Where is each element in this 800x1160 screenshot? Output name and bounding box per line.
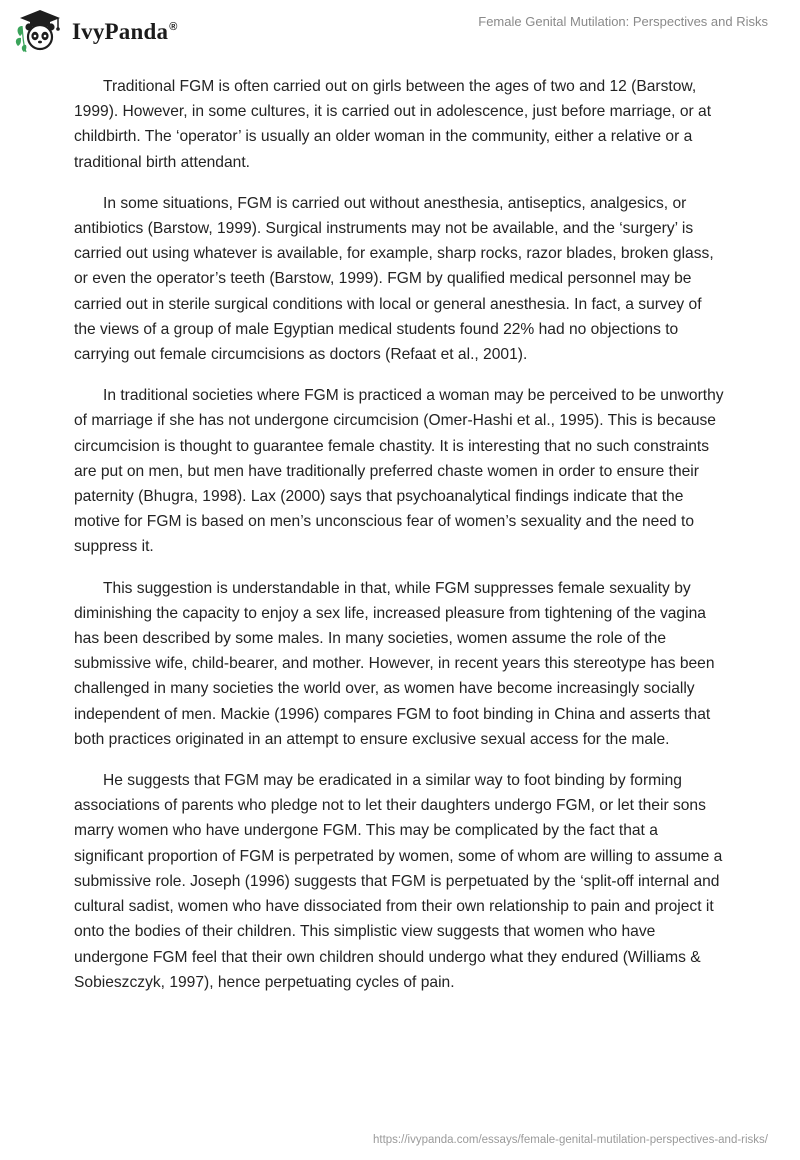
essay-paragraph: He suggests that FGM may be eradicated in a similar way to foot binding by forming associations of parents who pledge not to let their daughters undergo FGM, or let their sons marry women who have undergone FGM. This may be complicated by the fact that a significant proportion of FGM is perpetrated by women, some of whom are willing to assume a submissive role. Joseph (1996) suggests that FGM is perpetuated by the ‘split-off internal and cultural sadist, women who have dissociated from their own relationship to pain and project it onto the bodies of their children. This simplistic view suggests that women who have undergone FGM feel that their own children should undergo what they endured (Williams & Sobieszczyk, 1997), hence perpetuating cycles of pain. bbox=[74, 772, 723, 991]
essay-body bbox=[74, 74, 726, 1011]
essay-paragraph: In traditional societies where FGM is practiced a woman may be perceived to be unworthy of marriage if she has not undergone circumcision (Omer-Hashi et al., 1995). This is because circumcision is thought to guarantee female chastity. It is interesting that no such constraints are put on men, but men have traditionally preferred chaste women in order to ensure their paternity (Bhugra, 1998). Lax (2000) says that psychoanalytical findings indicate that the motive for FGM is based on men’s unconscious fear of women’s sexuality and the need to suppress it. bbox=[74, 387, 724, 556]
source-url[interactable]: https://ivypanda.com/essays/female-genital-mutilation-perspectives-and-risks/ bbox=[373, 1134, 768, 1146]
ivypanda-logo[interactable] bbox=[14, 8, 178, 54]
panda-graduate-logo-icon bbox=[14, 8, 66, 54]
registered-mark: ® bbox=[169, 21, 178, 34]
brand-name: IvyPanda® bbox=[72, 19, 178, 44]
essay-paragraph: Traditional FGM is often carried out on girls between the ages of two and 12 (Barstow, 1999). However, in some cultures, it is carried out in adolescence, just before marriage, or at childbirth. The ‘operator’ is usually an older woman in the community, either a relative or a traditional birth attendant. bbox=[74, 78, 712, 171]
essay-paragraph: In some situations, FGM is carried out without anesthesia, antiseptics, analgesics, or antibiotics (Barstow, 1999). Surgical instruments may not be available, and the ‘surgery’ is carried out using whatever is available, for example, sharp rocks, razor blades, broken glass, or even the operator’s teeth (Barstow, 1999). FGM by qualified medical personnel may be carried out in sterile surgical conditions with local or general anesthesia. In fact, a survey of the views of a group of male Egyptian medical students found 22% had no objections to carrying out female circumcisions as doctors (Refaat et al., 2001). bbox=[74, 194, 714, 364]
document-title: Female Genital Mutilation: Perspectives and Risks bbox=[478, 14, 768, 29]
page-header bbox=[0, 0, 800, 60]
essay-paragraph: This suggestion is understandable in that, while FGM suppresses female sexuality by diminishing the capacity to enjoy a sex life, increased pleasure from tightening of the vagina has been described by some males. In many societies, women assume the role of the submissive wife, child-bearer, and mother. However, in recent years this stereotype has been challenged in many societies the world over, as women have become increasingly socially independent of men. Mackie (1996) compares FGM to foot binding in China and asserts that both practices originated in an attempt to ensure exclusive sexual access for the male. bbox=[74, 579, 715, 748]
